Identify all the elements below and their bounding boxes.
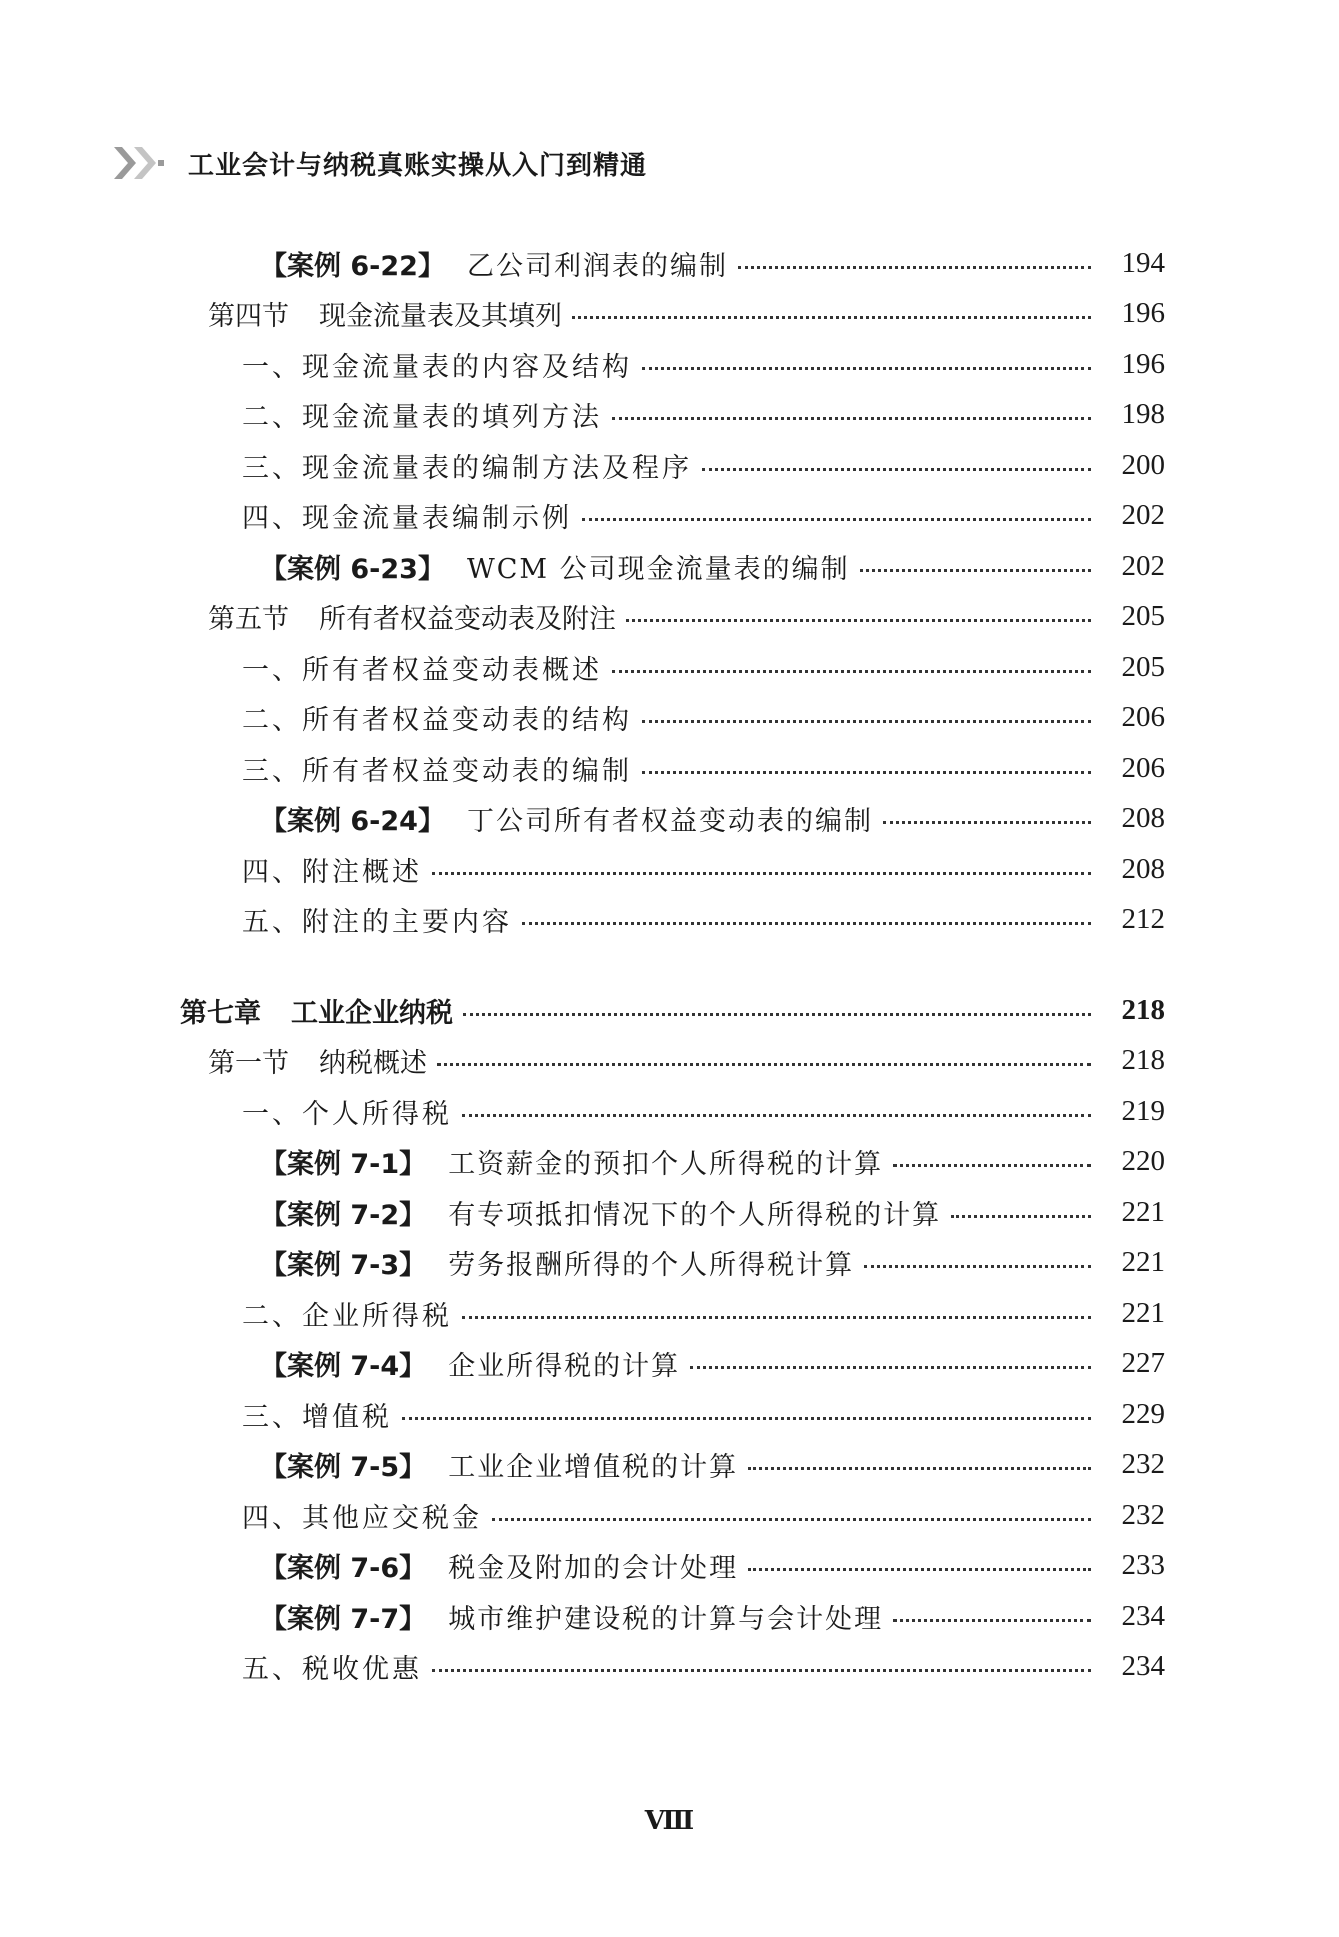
toc-page-number: 220: [1121, 1145, 1165, 1178]
dot-leader: [582, 518, 1091, 521]
toc-page-number: 234: [1121, 1650, 1165, 1683]
dot-leader: [864, 1265, 1091, 1268]
section-title: 纳税概述: [319, 1048, 427, 1080]
toc-entry-case[interactable]: [0, 1440, 1339, 1491]
case-tag: 【案例 6-23】: [260, 553, 445, 585]
toc-page-number: 221: [1121, 1246, 1165, 1279]
item-title: 三、所有者权益变动表的编制: [242, 755, 632, 787]
item-title: 四、附注概述: [242, 856, 422, 888]
case-tag: 【案例 7-3】: [260, 1250, 427, 1282]
toc-entry-label: [242, 1496, 482, 1535]
case-title: 工资薪金的预扣个人所得税的计算: [448, 1149, 884, 1181]
section-number: 第五节: [208, 604, 289, 636]
toc-entry-section[interactable]: [0, 1036, 1339, 1087]
toc-entry-label: [242, 1294, 452, 1333]
toc-entry-case[interactable]: [0, 1591, 1339, 1642]
dot-leader: [738, 266, 1091, 269]
toc-entry-label: [242, 446, 692, 485]
dot-leader: [626, 619, 1091, 622]
toc-entry-label: [242, 900, 512, 939]
toc-entry-item[interactable]: [0, 1288, 1339, 1339]
item-title: 五、附注的主要内容: [242, 907, 512, 939]
case-title: 城市维护建设税的计算与会计处理: [448, 1603, 884, 1635]
dot-leader: [462, 1114, 1091, 1117]
toc-entry-label: [242, 1647, 422, 1686]
dot-leader: [462, 1316, 1091, 1319]
dot-leader: [612, 670, 1091, 673]
item-title: 一、现金流量表的内容及结构: [242, 351, 632, 383]
dot-leader: [702, 468, 1091, 471]
toc-page-number: 202: [1121, 499, 1165, 532]
toc-entry-label: [260, 799, 873, 838]
toc-entry-case[interactable]: [0, 1238, 1339, 1289]
toc-entry-label: [208, 1041, 427, 1080]
case-tag: 【案例 7-5】: [260, 1452, 427, 1484]
toc-page-number: 229: [1121, 1397, 1165, 1430]
dot-leader: [951, 1215, 1091, 1218]
dot-leader: [748, 1467, 1091, 1470]
toc-entry-label: [260, 1344, 680, 1383]
dot-leader: [402, 1417, 1091, 1420]
toc-page-number: 221: [1121, 1195, 1165, 1228]
table-of-contents: [0, 238, 1339, 1692]
toc-page-number: 234: [1121, 1599, 1165, 1632]
toc-entry-label: [242, 395, 602, 434]
toc-entry-label: [242, 1395, 392, 1434]
toc-entry-case[interactable]: [0, 238, 1339, 289]
toc-entry-item[interactable]: [0, 440, 1339, 491]
toc-page-number: 206: [1121, 751, 1165, 784]
case-title: 工业企业增值税的计算: [448, 1452, 739, 1484]
case-title: 劳务报酬所得的个人所得税计算: [448, 1250, 855, 1282]
running-header: [112, 143, 647, 183]
case-title: WCM 公司现金流量表的编制: [466, 553, 850, 585]
item-title: 二、现金流量表的填列方法: [242, 402, 602, 434]
item-title: 三、现金流量表的编制方法及程序: [242, 452, 692, 484]
toc-entry-label: [260, 1546, 738, 1585]
item-title: 一、个人所得税: [242, 1098, 452, 1130]
toc-entry-label: [242, 345, 632, 384]
toc-entry-item[interactable]: [0, 743, 1339, 794]
toc-entry-section[interactable]: [0, 289, 1339, 340]
dot-leader: [642, 720, 1091, 723]
dot-leader: [432, 1669, 1091, 1672]
dot-leader: [690, 1366, 1091, 1369]
case-title: 企业所得税的计算: [448, 1351, 681, 1383]
case-title: 税金及附加的会计处理: [448, 1553, 739, 1585]
toc-entry-item[interactable]: [0, 693, 1339, 744]
toc-entry-label: [260, 1142, 883, 1181]
chapter-title: 工业企业纳税: [291, 997, 453, 1029]
case-tag: 【案例 6-24】: [260, 806, 445, 838]
case-tag: 【案例 6-22】: [260, 250, 445, 282]
toc-page-number: 205: [1121, 600, 1165, 633]
case-title: 丁公司所有者权益变动表的编制: [466, 806, 873, 838]
toc-entry-label: [260, 1243, 854, 1282]
toc-page-number: 218: [1121, 993, 1165, 1026]
chapter-gap: [0, 945, 1339, 985]
toc-page-number: 208: [1121, 802, 1165, 835]
item-title: 一、所有者权益变动表概述: [242, 654, 602, 686]
toc-entry-chapter[interactable]: [0, 985, 1339, 1036]
toc-page-number: 208: [1121, 852, 1165, 885]
dot-leader: [893, 1619, 1091, 1622]
toc-entry-item[interactable]: [0, 642, 1339, 693]
toc-page-number: 198: [1121, 398, 1165, 431]
toc-page-number: 202: [1121, 549, 1165, 582]
case-tag: 【案例 7-6】: [260, 1553, 427, 1585]
toc-entry-label: [260, 1445, 738, 1484]
toc-entry-item[interactable]: [0, 390, 1339, 441]
toc-entry-label: [180, 991, 453, 1030]
section-number: 第一节: [208, 1048, 289, 1080]
toc-entry-section[interactable]: [0, 592, 1339, 643]
dot-leader: [612, 417, 1091, 420]
item-title: 四、其他应交税金: [242, 1502, 482, 1534]
case-title: 乙公司利润表的编制: [466, 250, 728, 282]
item-title: 三、增值税: [242, 1401, 392, 1433]
toc-entry-case[interactable]: [0, 1339, 1339, 1390]
toc-entry-item[interactable]: [0, 1086, 1339, 1137]
toc-page-number: 232: [1121, 1498, 1165, 1531]
toc-entry-label: [242, 648, 602, 687]
case-tag: 【案例 7-4】: [260, 1351, 427, 1383]
section-title: 所有者权益变动表及附注: [319, 604, 616, 636]
toc-entry-item[interactable]: [0, 491, 1339, 542]
item-title: 四、现金流量表编制示例: [242, 503, 572, 535]
toc-entry-case[interactable]: [0, 794, 1339, 845]
dot-leader: [432, 872, 1091, 875]
toc-entry-label: [242, 749, 632, 788]
dot-leader: [492, 1518, 1091, 1521]
toc-entry-label: [260, 547, 850, 586]
toc-page-number: 219: [1121, 1094, 1165, 1127]
toc-page-number: 218: [1121, 1044, 1165, 1077]
toc-page-number: 233: [1121, 1549, 1165, 1582]
toc-entry-item[interactable]: [0, 1642, 1339, 1693]
page-number: Ⅷ: [644, 1806, 695, 1835]
toc-entry-item[interactable]: [0, 895, 1339, 946]
toc-page-number: 205: [1121, 650, 1165, 683]
item-title: 五、税收优惠: [242, 1654, 422, 1686]
dot-leader: [860, 569, 1091, 572]
toc-entry-case[interactable]: [0, 1137, 1339, 1188]
toc-entry-label: [242, 1092, 452, 1131]
toc-page-number: 200: [1121, 448, 1165, 481]
toc-page-number: 232: [1121, 1448, 1165, 1481]
dot-leader: [572, 316, 1091, 319]
dot-leader: [642, 367, 1091, 370]
case-title: 有专项抵扣情况下的个人所得税的计算: [448, 1199, 942, 1231]
toc-entry-item[interactable]: [0, 339, 1339, 390]
section-number: 第四节: [208, 301, 289, 333]
case-tag: 【案例 7-2】: [260, 1199, 427, 1231]
dot-leader: [883, 821, 1091, 824]
toc-page-number: 196: [1121, 297, 1165, 330]
toc-page-number: 221: [1121, 1296, 1165, 1329]
dot-leader: [893, 1164, 1091, 1167]
dot-leader: [748, 1568, 1091, 1571]
toc-page-number: 206: [1121, 701, 1165, 734]
dot-leader: [437, 1063, 1091, 1066]
toc-entry-item[interactable]: [0, 1389, 1339, 1440]
section-title: 现金流量表及其填列: [319, 301, 562, 333]
toc-page-number: 196: [1121, 347, 1165, 380]
toc-entry-case[interactable]: [0, 1541, 1339, 1592]
dot-leader: [642, 771, 1091, 774]
toc-entry-item[interactable]: [0, 1490, 1339, 1541]
chapter-number: 第七章: [180, 997, 261, 1029]
toc-page-number: 194: [1121, 246, 1165, 279]
double-chevron-icon: [112, 143, 172, 183]
toc-entry-case[interactable]: [0, 1187, 1339, 1238]
case-tag: 【案例 7-1】: [260, 1149, 427, 1181]
case-tag: 【案例 7-7】: [260, 1603, 427, 1635]
book-title: 工业会计与纳税真账实操从入门到精通: [188, 150, 648, 181]
toc-entry-item[interactable]: [0, 844, 1339, 895]
toc-page-number: 212: [1121, 903, 1165, 936]
toc-entry-label: [260, 1193, 941, 1232]
toc-entry-label: [208, 597, 616, 636]
item-title: 二、企业所得税: [242, 1300, 452, 1332]
dot-leader: [522, 922, 1091, 925]
toc-page-number: 227: [1121, 1347, 1165, 1380]
item-title: 二、所有者权益变动表的结构: [242, 705, 632, 737]
dot-leader: [463, 1013, 1091, 1016]
toc-entry-label: [242, 850, 422, 889]
toc-entry-label: [260, 244, 728, 283]
toc-entry-label: [208, 294, 562, 333]
toc-entry-label: [242, 496, 572, 535]
toc-entry-label: [260, 1597, 883, 1636]
toc-entry-case[interactable]: [0, 541, 1339, 592]
toc-entry-label: [242, 698, 632, 737]
